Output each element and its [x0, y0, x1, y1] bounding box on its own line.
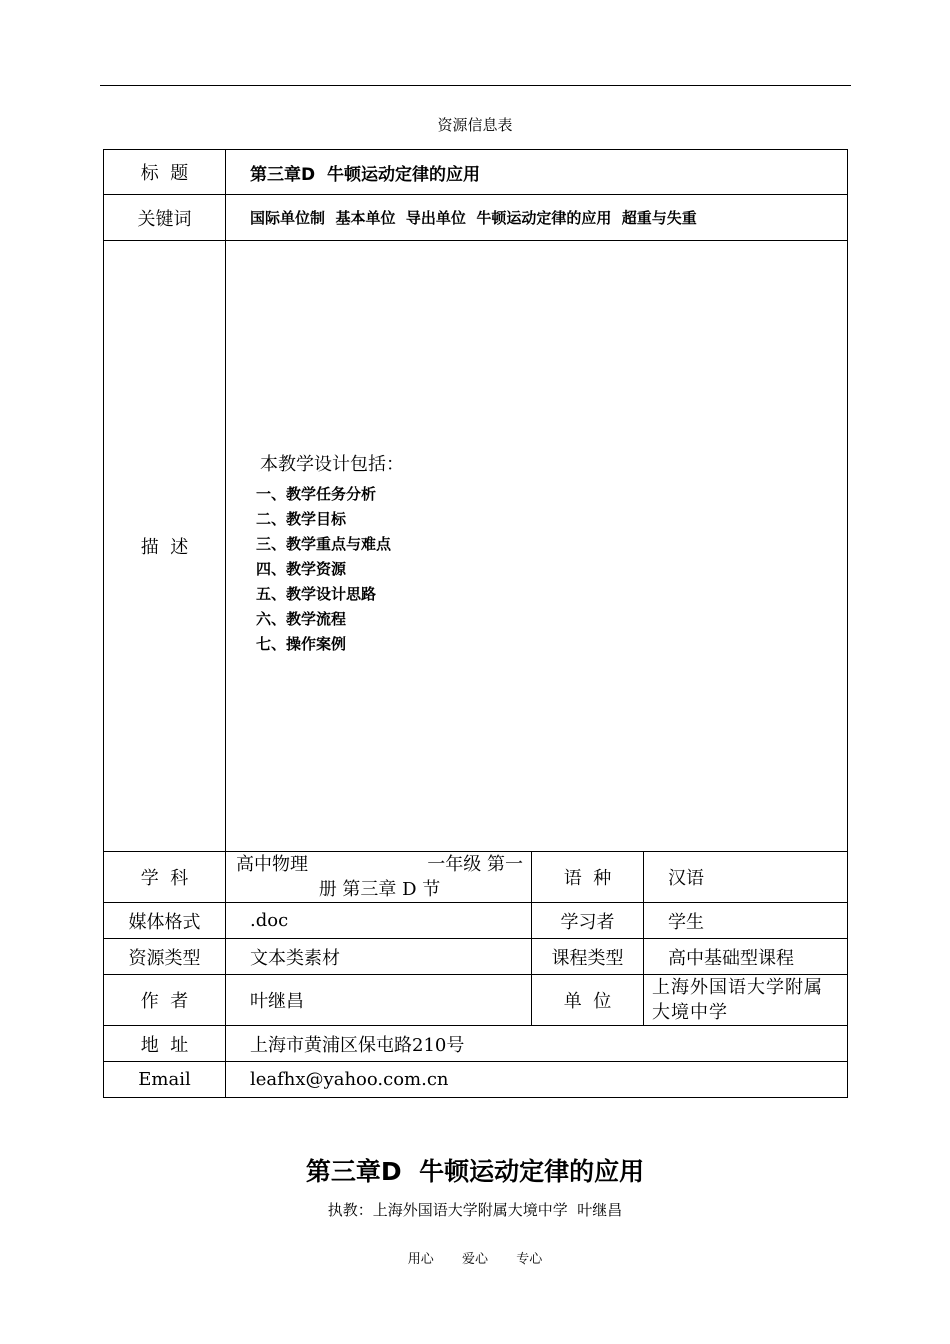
- description-label: 描 述: [104, 241, 226, 852]
- language-label: 语 种: [532, 852, 644, 903]
- table-row: [104, 975, 848, 1026]
- author-value: 叶继昌: [226, 975, 532, 1026]
- learner-value: 学生: [644, 903, 848, 939]
- keywords-label: 关键词: [104, 195, 226, 241]
- keywords-value-cell: [226, 195, 848, 241]
- table-row: [104, 150, 848, 195]
- course-type-label: 课程类型: [532, 939, 644, 975]
- author-label: 作 者: [104, 975, 226, 1026]
- table-row: [104, 195, 848, 241]
- subject-value-part2: 一年级 第一: [427, 854, 523, 875]
- title-label: 标 题: [104, 150, 226, 195]
- media-format-value: .doc: [226, 903, 532, 939]
- list-item: 三、教学重点与难点: [256, 534, 392, 553]
- subject-value-line2: 册 第三章 D 节: [318, 879, 441, 900]
- resource-type-value: 文本类素材: [226, 939, 532, 975]
- table-row: [104, 939, 848, 975]
- unit-label: 单 位: [532, 975, 644, 1026]
- unit-value-cell: [644, 975, 848, 1026]
- table-row: [104, 852, 848, 903]
- list-item: 五、教学设计思路: [256, 584, 377, 603]
- title-value: 第三章D 牛顿运动定律的应用: [250, 164, 480, 185]
- resource-info-table: [103, 149, 848, 1098]
- list-item: 四、教学资源: [256, 559, 347, 578]
- description-list: [256, 482, 847, 657]
- table-row: [104, 903, 848, 939]
- table-caption: 资源信息表: [437, 116, 513, 134]
- table-row: [104, 241, 848, 852]
- email-label: Email: [104, 1062, 226, 1098]
- resource-type-label: 资源类型: [104, 939, 226, 975]
- email-value: leafhx@yahoo.com.cn: [226, 1062, 848, 1098]
- language-value: 汉语: [644, 852, 848, 903]
- list-item: 七、操作案例: [256, 634, 347, 653]
- list-item: 一、教学任务分析: [256, 484, 377, 503]
- learner-label: 学习者: [532, 903, 644, 939]
- keywords-value: 国际单位制 基本单位 导出单位 牛顿运动定律的应用 超重与失重: [250, 209, 697, 227]
- lesson-heading: 第三章D 牛顿运动定律的应用: [305, 1157, 645, 1186]
- subject-value-part1: 高中物理: [236, 854, 308, 875]
- instructor-byline: 执教：上海外国语大学附属大境中学 叶继昌: [327, 1201, 623, 1219]
- subject-label: 学 科: [104, 852, 226, 903]
- course-type-value: 高中基础型课程: [644, 939, 848, 975]
- unit-value-line2: 大境中学: [652, 1002, 728, 1023]
- address-value: 上海市黄浦区保屯路210号: [226, 1026, 848, 1062]
- table-row: [104, 1062, 848, 1098]
- header-rule: [100, 85, 851, 86]
- list-item: 二、教学目标: [256, 509, 347, 528]
- description-cell: [226, 241, 848, 852]
- unit-value-line1: 上海外国语大学附属: [652, 977, 823, 998]
- address-label: 地 址: [104, 1026, 226, 1062]
- title-value-cell: [226, 150, 848, 195]
- description-intro: 本教学设计包括：: [260, 453, 404, 475]
- page-footer: 用心 爱心 专心: [407, 1252, 543, 1267]
- table-row: [104, 1026, 848, 1062]
- subject-value-cell: [226, 852, 532, 903]
- list-item: 六、教学流程: [256, 609, 347, 628]
- media-format-label: 媒体格式: [104, 903, 226, 939]
